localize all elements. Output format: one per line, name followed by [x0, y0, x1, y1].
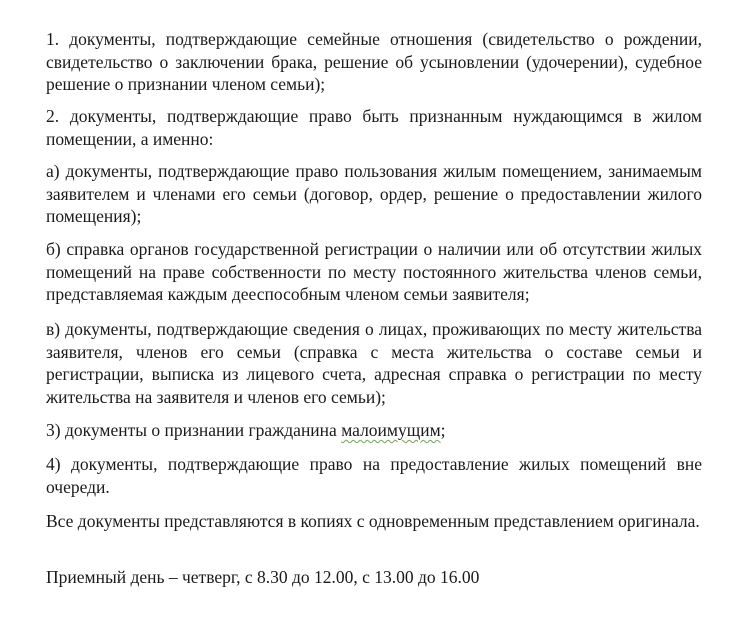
paragraph-item-b: б) справка органов государственной регистрации о наличии или об отсутствии жилых помещений на праве собственности по месту постоянного жительства членов семьи, представляемая каждым дееспособным членом семьи заявителя;	[46, 239, 702, 304]
paragraph-reception-hours: Приемный день – четверг, с 8.30 до 12.00, с 13.00 до 16.00	[46, 567, 480, 587]
paragraph-low-income-documents	[46, 419, 702, 442]
paragraph-item-v: в) документы, подтверждающие сведения о лицах, проживающих по месту жительства заявителя, членов его семьи (справка с места жительства о составе семьи и регистрации, выписка из лицевого счета, адресная справка о регистрации по месту жительства на заявителя и членов его семьи);	[46, 319, 702, 407]
paragraph-low-income-prefix: 3) документы о признании гражданина	[46, 420, 342, 440]
paragraph-priority-documents: 4) документы, подтверждающие право на предоставление жилых помещений вне очереди.	[46, 454, 702, 497]
paragraph-copies-note: Все документы представляются в копиях с одновременным представлением оригинала.	[46, 511, 700, 531]
paragraph-family-documents: 1. документы, подтверждающие семейные отношения (свидетельство о рождении, свидетельство о заключении брака, решение об усыновлении (удочерении), судебное решение о признании членом семьи);	[46, 29, 702, 94]
paragraph-item-a: а) документы, подтверждающие право пользования жилым помещением, занимаемым заявителем и членами его семьи (договор, ордер, решение о предоставлении жилого помещения);	[46, 161, 702, 226]
paragraph-low-income-suffix: ;	[440, 420, 446, 440]
spellcheck-underlined-word: малоимущим	[341, 420, 441, 440]
paragraph-housing-need-documents: 2. документы, подтверждающие право быть признанным нуждающимся в жилом помещении, а именно:	[46, 106, 702, 149]
